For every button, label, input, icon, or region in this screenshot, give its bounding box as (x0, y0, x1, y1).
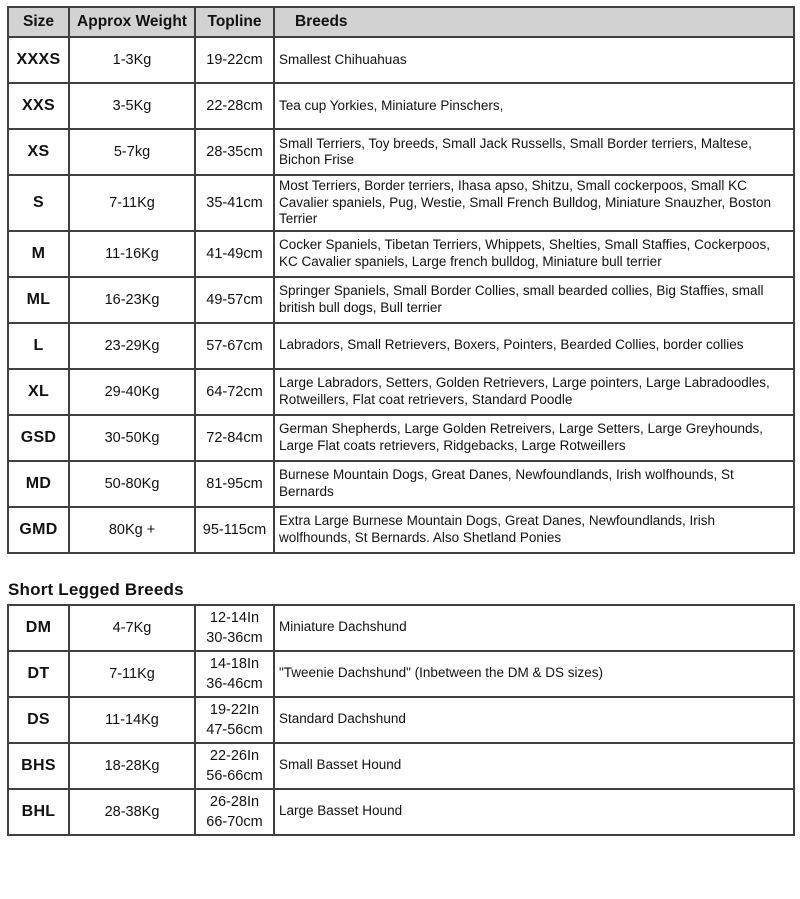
size-cell: S (8, 175, 69, 231)
size-cell: XS (8, 129, 69, 175)
breeds-cell: Labradors, Small Retrievers, Boxers, Pointers, Bearded Collies, border collies (274, 323, 794, 369)
weight-cell: 5-7kg (69, 129, 195, 175)
topline-cell: 72-84cm (195, 415, 274, 461)
table-row (8, 415, 794, 461)
topline-cell: 81-95cm (195, 461, 274, 507)
weight-cell: 7-11Kg (69, 651, 195, 697)
weight-cell: 7-11Kg (69, 175, 195, 231)
breeds-cell: Large Labradors, Setters, Golden Retrievers, Large pointers, Large Labradoodles, Rotweillers, Flat coat retrievers, Standard Poodle (274, 369, 794, 415)
breeds-cell: Most Terriers, Border terriers, Ihasa apso, Shitzu, Small cockerpoos, Small KC Cavalier spaniels, Pug, Westie, Small French Bulldog, Miniature Snauzher, Boston Terrier (274, 175, 794, 231)
size-cell: GSD (8, 415, 69, 461)
weight-cell: 4-7Kg (69, 605, 195, 651)
weight-cell: 23-29Kg (69, 323, 195, 369)
table-row (8, 175, 794, 231)
topline-cell: 95-115cm (195, 507, 274, 553)
size-cell: ML (8, 277, 69, 323)
topline-cell: 14-18In 36-46cm (195, 651, 274, 697)
size-cell: BHS (8, 743, 69, 789)
weight-cell: 28-38Kg (69, 789, 195, 835)
table-row (8, 507, 794, 553)
table-row (8, 37, 794, 83)
weight-cell: 3-5Kg (69, 83, 195, 129)
breeds-cell: German Shepherds, Large Golden Retreivers, Large Setters, Large Greyhounds, Large Flat coats retrievers, Ridgebacks, Large Rotweillers (274, 415, 794, 461)
table-row (8, 461, 794, 507)
topline-cell: 57-67cm (195, 323, 274, 369)
topline-cell: 12-14In 30-36cm (195, 605, 274, 651)
topline-cell: 41-49cm (195, 231, 274, 277)
breeds-cell: "Tweenie Dachshund" (Inbetween the DM & DS sizes) (274, 651, 794, 697)
breeds-cell: Cocker Spaniels, Tibetan Terriers, Whippets, Shelties, Small Staffies, Cockerpoos, KC Cavalier spaniels, Large french bulldog, Miniature bull terrier (274, 231, 794, 277)
header-weight: Approx Weight (69, 7, 195, 37)
size-cell: M (8, 231, 69, 277)
topline-cell: 28-35cm (195, 129, 274, 175)
size-cell: DT (8, 651, 69, 697)
topline-cell: 22-28cm (195, 83, 274, 129)
table-row (8, 743, 794, 789)
topline-cell: 19-22cm (195, 37, 274, 83)
breeds-cell: Miniature Dachshund (274, 605, 794, 651)
weight-cell: 50-80Kg (69, 461, 195, 507)
size-cell: L (8, 323, 69, 369)
size-cell: BHL (8, 789, 69, 835)
weight-cell: 11-16Kg (69, 231, 195, 277)
breeds-cell: Small Terriers, Toy breeds, Small Jack Russells, Small Border terriers, Maltese, Bichon Frise (274, 129, 794, 175)
table-row (8, 369, 794, 415)
weight-cell: 30-50Kg (69, 415, 195, 461)
table-row (8, 83, 794, 129)
topline-cell: 49-57cm (195, 277, 274, 323)
table-row (8, 231, 794, 277)
table-row (8, 697, 794, 743)
weight-cell: 18-28Kg (69, 743, 195, 789)
size-cell: DM (8, 605, 69, 651)
breeds-cell: Small Basset Hound (274, 743, 794, 789)
main-table-header (8, 7, 794, 37)
breeds-cell: Tea cup Yorkies, Miniature Pinschers, (274, 83, 794, 129)
main-size-table (7, 6, 795, 554)
breeds-cell: Standard Dachshund (274, 697, 794, 743)
table-row (8, 605, 794, 651)
size-cell: MD (8, 461, 69, 507)
table-row (8, 277, 794, 323)
weight-cell: 1-3Kg (69, 37, 195, 83)
breeds-cell: Extra Large Burnese Mountain Dogs, Great Danes, Newfoundlands, Irish wolfhounds, St Bernards. Also Shetland Ponies (274, 507, 794, 553)
short-legged-table-body (8, 605, 794, 835)
weight-cell: 80Kg + (69, 507, 195, 553)
short-legged-table (7, 604, 795, 836)
breeds-cell: Smallest Chihuahuas (274, 37, 794, 83)
table-row (8, 129, 794, 175)
topline-cell: 64-72cm (195, 369, 274, 415)
size-cell: XL (8, 369, 69, 415)
header-topline: Topline (195, 7, 274, 37)
table-row (8, 651, 794, 697)
size-cell: XXXS (8, 37, 69, 83)
size-cell: GMD (8, 507, 69, 553)
breeds-cell: Burnese Mountain Dogs, Great Danes, Newfoundlands, Irish wolfhounds, St Bernards (274, 461, 794, 507)
header-breeds: Breeds (274, 7, 794, 37)
header-row (8, 7, 794, 37)
topline-cell: 19-22In 47-56cm (195, 697, 274, 743)
main-table-body (8, 37, 794, 553)
header-size: Size (8, 7, 69, 37)
table-row (8, 789, 794, 835)
weight-cell: 11-14Kg (69, 697, 195, 743)
weight-cell: 16-23Kg (69, 277, 195, 323)
topline-cell: 26-28In 66-70cm (195, 789, 274, 835)
topline-cell: 35-41cm (195, 175, 274, 231)
weight-cell: 29-40Kg (69, 369, 195, 415)
breeds-cell: Large Basset Hound (274, 789, 794, 835)
topline-cell: 22-26In 56-66cm (195, 743, 274, 789)
breeds-cell: Springer Spaniels, Small Border Collies, small bearded collies, Big Staffies, small british bull dogs, Bull terrier (274, 277, 794, 323)
size-cell: DS (8, 697, 69, 743)
table-row (8, 323, 794, 369)
short-legged-breeds-title: Short Legged Breeds (8, 579, 184, 599)
size-cell: XXS (8, 83, 69, 129)
